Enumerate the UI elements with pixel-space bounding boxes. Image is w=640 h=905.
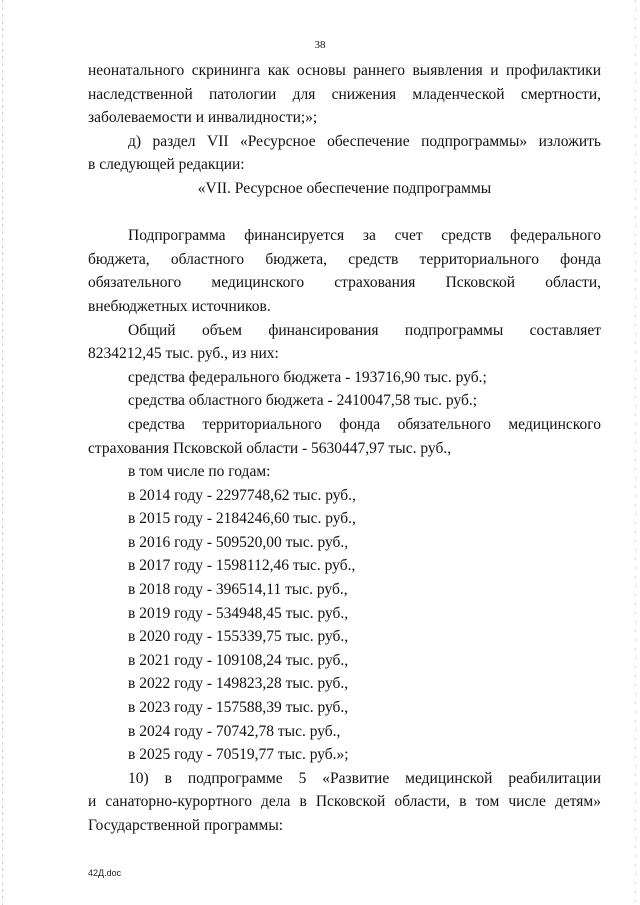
list-item: в 2021 году - 109108,24 тыс. руб., xyxy=(128,651,349,669)
federal-budget-line: средства федерального бюджета - 193716,90 тыс. руб.; xyxy=(128,368,487,386)
list-item: в 2023 году - 157588,39 тыс. руб., xyxy=(128,699,349,717)
paragraph-line: средства территориального фонда обязательного медицинского xyxy=(128,415,601,433)
paragraph-line: наследственной патологии для снижения младенческой смертности, xyxy=(88,85,601,103)
regional-budget-line: средства областного бюджета - 2410047,58 тыс. руб.; xyxy=(128,392,478,410)
paragraph-line: Государственной программы: xyxy=(88,817,284,834)
list-item: в 2019 году - 534948,45 тыс. руб., xyxy=(128,604,349,622)
paragraph-line: 10) в подпрограмме 5 «Развитие медицинской реабилитации xyxy=(128,769,601,787)
section-heading: «VII. Ресурсное обеспечение подпрограммы xyxy=(197,179,492,197)
blank-line xyxy=(88,201,601,225)
scan-edge-right xyxy=(635,0,636,905)
paragraph-line: страхования Псковской области - 5630447,97 тыс. руб., xyxy=(88,439,452,457)
list-item: в 2014 году - 2297748,62 тыс. руб., xyxy=(128,486,356,504)
paragraph-line: и санаторно-курортного дела в Псковской области, в том числе детям» xyxy=(88,793,601,811)
by-years-intro: в том числе по годам: xyxy=(128,463,271,481)
paragraph-line: Общий объем финансирования подпрограммы составляет xyxy=(128,321,601,339)
list-item: в 2016 году - 509520,00 тыс. руб., xyxy=(128,533,349,551)
paragraph-line: бюджета, областного бюджета, средств территориального фонда xyxy=(88,250,601,268)
paragraph-line: Подпрограмма финансируется за счет средств федерального xyxy=(128,227,601,245)
list-item: в 2020 году - 155339,75 тыс. руб., xyxy=(128,628,349,646)
paragraph-line: в следующей редакции: xyxy=(88,156,245,174)
paragraph-line: д) раздел VII «Ресурсное обеспечение подпрограммы» изложить xyxy=(128,132,601,150)
document-body xyxy=(88,59,601,838)
scan-edge-left xyxy=(2,0,3,905)
list-item: в 2017 году - 1598112,46 тыс. руб., xyxy=(128,557,356,575)
paragraph-line: неонатального скрининга как основы раннего выявления и профилактики xyxy=(88,62,601,79)
list-item: в 2015 году - 2184246,60 тыс. руб., xyxy=(128,510,356,528)
list-item: в 2025 году - 70519,77 тыс. руб.»; xyxy=(128,746,349,764)
paragraph-line: заболеваемости и инвалидности;»; xyxy=(88,109,318,127)
paragraph-line: 8234212,45 тыс. руб., из них: xyxy=(88,345,279,363)
list-item: в 2018 году - 396514,11 тыс. руб., xyxy=(128,581,348,599)
list-item: в 2022 году - 149823,28 тыс. руб., xyxy=(128,675,349,693)
list-item: в 2024 году - 70742,78 тыс. руб., xyxy=(128,722,341,740)
funding-by-year-list xyxy=(88,484,601,767)
file-name-footer: 42Д.doc xyxy=(88,868,122,878)
paragraph-line: внебюджетных источников. xyxy=(88,297,271,315)
paragraph-line: обязательного медицинского страхования Псковской области, xyxy=(88,274,601,292)
page-number: 38 xyxy=(314,39,326,51)
